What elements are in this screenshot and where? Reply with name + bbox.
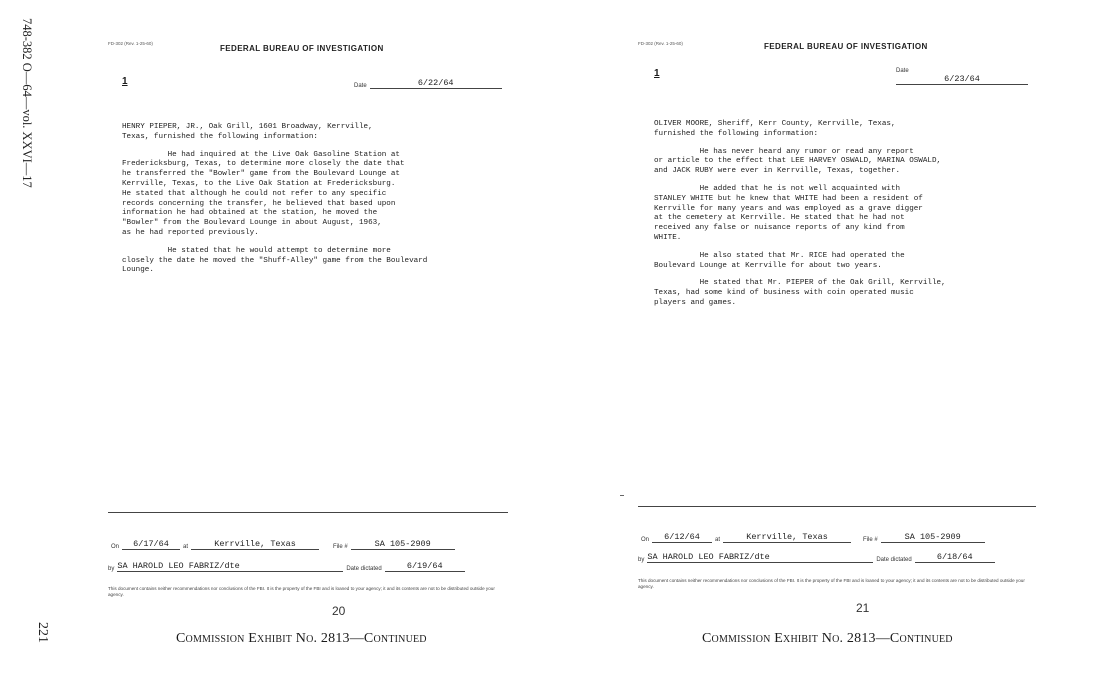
report-paragraph: HENRY PIEPER, JR., Oak Grill, 1601 Broadway, Kerrville, Texas, furnished the following information:	[122, 123, 373, 141]
report-date: 6/22/64	[370, 78, 502, 89]
date-dictated-label: Date dictated	[876, 557, 912, 563]
fbi-form-left	[108, 36, 528, 596]
file-label: File #	[863, 537, 878, 543]
fbi-disclaimer: This document contains neither recommendations nor conclusions of the FBI. It is the property of the FBI and is loaned to your agency; it and its contents are not to be distributed outside your agency.	[108, 586, 495, 597]
interview-row	[638, 532, 1048, 543]
copy-number: 1	[122, 76, 128, 87]
report-paragraph: He stated that he would attempt to determine more closely the date he moved the "Shuff-Alley" game from the Boulevard Lounge.	[122, 246, 428, 275]
volume-note-text: 748-382 O—64—vol. XXVI—17	[20, 18, 34, 188]
scan-mark	[620, 495, 624, 496]
volume-note	[10, 18, 40, 218]
on-label: On	[111, 544, 120, 550]
report-paragraph: He has never heard any rumor or read any report or article to the effect that LEE HARVEY OSWALD, MARINA OSWALD, and JACK RUBY were ever in Kerrville, Texas, together.	[654, 147, 942, 176]
interview-location: Kerrville, Texas	[723, 532, 851, 543]
form-number: FD-302 (Rev. 1-25-60)	[638, 41, 683, 46]
file-number: SA 105-2909	[881, 532, 985, 543]
date-label: Date	[354, 83, 367, 89]
sheet-page-number-left: 20	[332, 604, 346, 618]
date-dictated: 6/18/64	[915, 552, 995, 563]
book-page-number	[34, 622, 54, 662]
date-row	[354, 78, 502, 89]
report-body	[122, 123, 522, 284]
agent-row	[638, 552, 1048, 563]
interview-date: 6/12/64	[652, 532, 712, 543]
interview-date: 6/17/64	[122, 539, 180, 550]
footer-divider	[638, 506, 1036, 507]
report-paragraph: He had inquired at the Live Oak Gasoline Station at Fredericksburg, Texas, to determine more closely the date that he transferred the "Bowler" game from the Boulevard Lounge at Kerrville, Texas, to the Live Oak Station at Fredericksburg. He stated that although he could not refer to any specific records concerning the transfer, he believed that based upon information he had obtained at the station, he moved the "Bowler" from the Boulevard Lounge in about August, 1963, as he had reported previously.	[122, 150, 405, 237]
date-label: Date	[896, 68, 909, 74]
agent-name: SA HAROLD LEO FABRIZ/dte	[117, 561, 343, 572]
at-label: at	[715, 537, 721, 543]
footer-divider	[108, 512, 508, 513]
copy-number: 1	[654, 68, 660, 79]
report-paragraph: He added that he is not well acquainted with STANLEY WHITE but he knew that WHITE had been a resident of Kerrville for many years and was employed as a grave digger at the cemetery at Kerrville. He stated that he had not received any false or nuisance reports of any kind from WHITE.	[654, 184, 923, 242]
file-label: File #	[333, 544, 348, 550]
agency-header: FEDERAL BUREAU OF INVESTIGATION	[220, 44, 384, 53]
report-paragraph: He also stated that Mr. RICE had operated the Boulevard Lounge at Kerrville for about two years.	[654, 251, 905, 270]
exhibit-caption-left-text: Commission Exhibit No. 2813—Continued	[176, 631, 427, 646]
report-date: 6/23/64	[896, 74, 1028, 85]
report-paragraph: OLIVER MOORE, Sheriff, Kerr County, Kerrville, Texas, furnished the following information:	[654, 120, 896, 138]
fbi-form-right	[638, 36, 1038, 596]
exhibit-caption-left	[176, 631, 427, 647]
by-label: by	[108, 566, 115, 572]
file-number: SA 105-2909	[351, 539, 455, 550]
exhibit-caption-right	[702, 631, 953, 647]
sheet-page-number-right: 21	[856, 601, 870, 615]
by-label: by	[638, 557, 645, 563]
on-label: On	[641, 537, 650, 543]
interview-row	[108, 539, 518, 550]
agent-name: SA HAROLD LEO FABRIZ/dte	[647, 552, 873, 563]
at-label: at	[183, 544, 189, 550]
exhibit-caption-right-text: Commission Exhibit No. 2813—Continued	[702, 631, 953, 646]
book-page-number-text: 221	[35, 622, 50, 643]
agency-header: FEDERAL BUREAU OF INVESTIGATION	[764, 42, 928, 51]
report-paragraph: He stated that Mr. PIEPER of the Oak Grill, Kerrville, Texas, had some kind of business with coin operated music players and games.	[654, 279, 946, 307]
date-dictated-label: Date dictated	[346, 566, 382, 572]
report-body	[654, 120, 1024, 317]
fbi-disclaimer: This document contains neither recommendations nor conclusions of the FBI. It is the property of the FBI and is loaned to your agency; it and its contents are not to be distributed outside your agency.	[638, 578, 1025, 589]
interview-location: Kerrville, Texas	[191, 539, 319, 550]
form-number: FD-302 (Rev. 1-25-60)	[108, 41, 153, 46]
date-dictated: 6/19/64	[385, 561, 465, 572]
agent-row	[108, 561, 518, 572]
date-row	[896, 68, 1038, 85]
